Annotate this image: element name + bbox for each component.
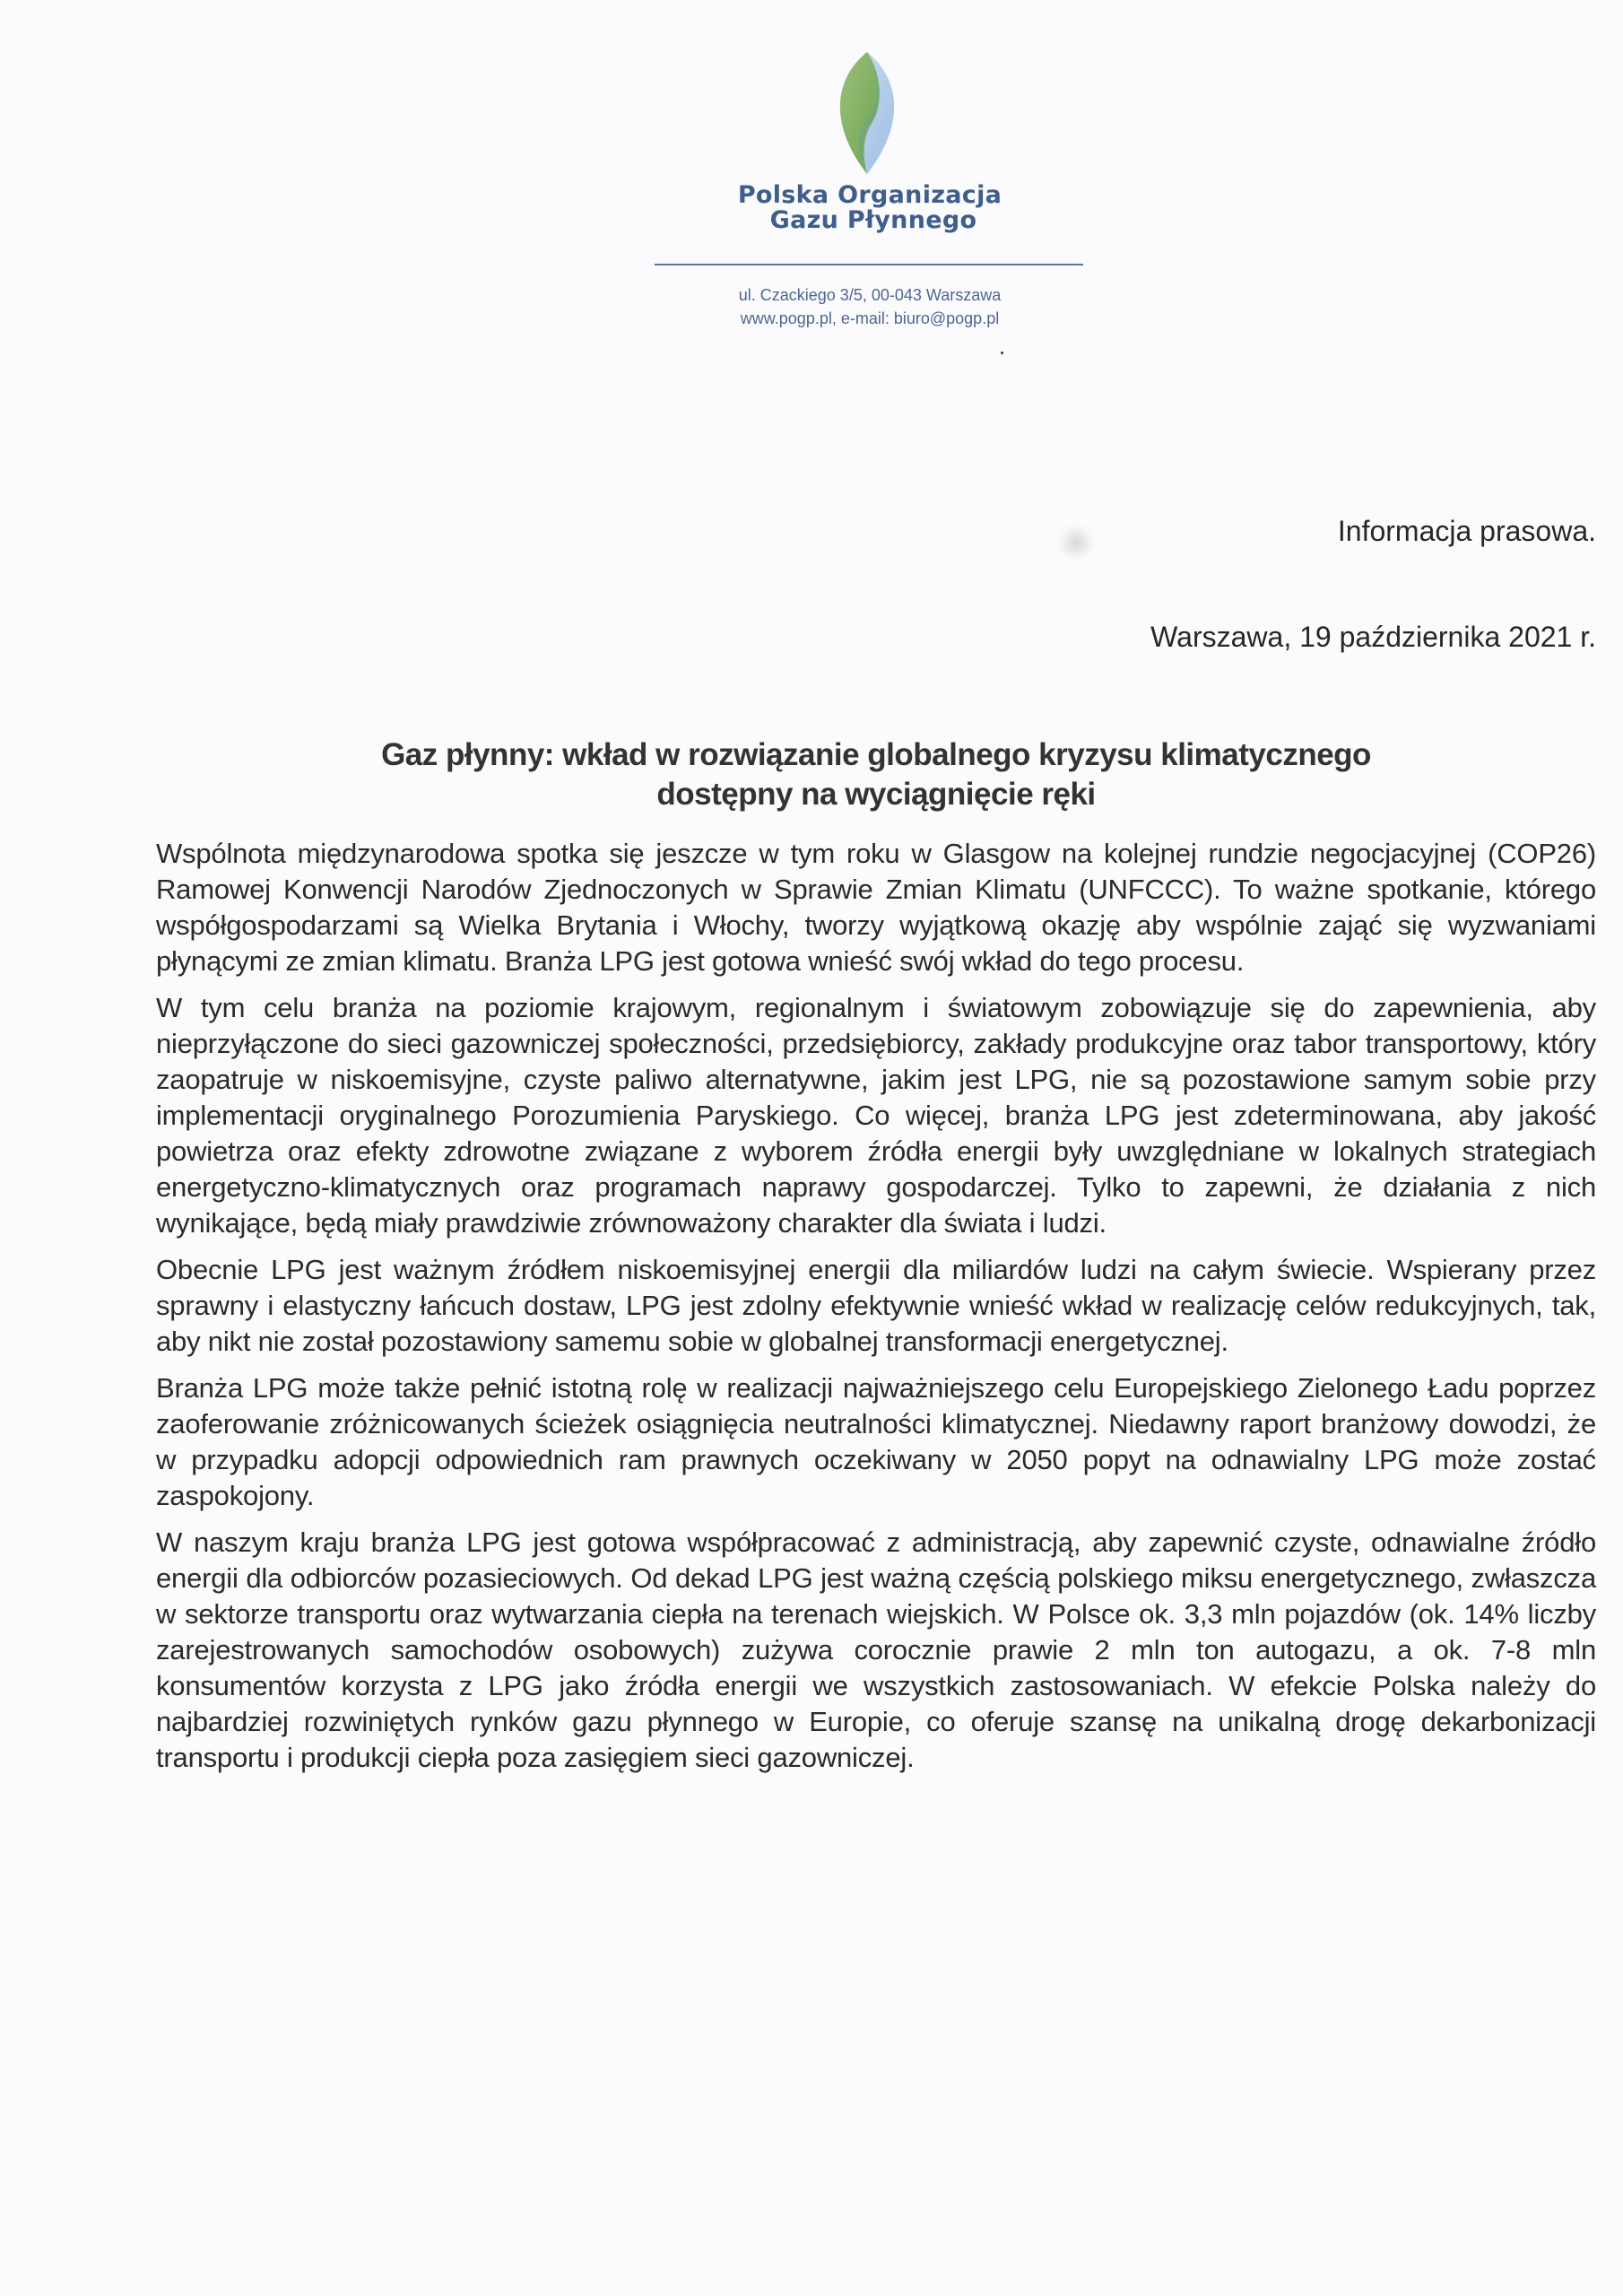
scan-smudge [1058, 525, 1094, 561]
press-release-label: Informacja prasowa. [1337, 515, 1596, 547]
press-date: Warszawa, 19 października 2021 r. [1150, 621, 1596, 653]
headline-line1: Gaz płynny: wkład w rozwiązanie globalnego kryzysu klimatycznego [381, 737, 1371, 772]
letterhead [628, 36, 1112, 377]
letterhead-divider [655, 264, 1083, 265]
org-name-line1: Polska Organizacja [737, 181, 1002, 209]
contact-info [628, 283, 1112, 330]
paragraph: Obecnie LPG jest ważnym źródłem niskoemisyjnej energii dla miliardów ludzi na całym świecie. Wspierany przez sprawny i elastyczny łańcuch dostaw, LPG jest zdolny efektywnie wnieść wkład w realizację celów redukcyjnych, tak, aby nikt nie został pozostawiony samemu sobie w globalnej transformacji energetycznej. [156, 1254, 1596, 1357]
paragraph: W naszym kraju branża LPG jest gotowa współpracować z administracją, aby zapewnić czyste, odnawialne źródło energii dla odbiorców pozasieciowych. Od dekad LPG jest ważną częścią polskiego miksu energetycznego, zwłaszcza w sektorze transportu oraz wytwarzania ciepła na terenach wiejskich. W Polsce ok. 3,3 mln pojazdów (ok. 14% liczby zarejestrowanych samochodów osobowych) zużywa corocznie prawie 2 mln ton autogazu, a ok. 7-8 mln konsumentów korzysta z LPG jako źródła energii we wszystkich zastosowaniach. W efekcie Polska należy do najbardziej rozwiniętych rynków gazu płynnego w Europie, co oferuje szansę na unikalną drogę dekarbonizacji transportu i produkcji ciepła poza zasięgiem sieci gazowniczej. [156, 1526, 1596, 1773]
headline [156, 735, 1596, 814]
paragraph: Branża LPG może także pełnić istotną rolę w realizacji najważniejszego celu Europejskiego Zielonego Ładu poprzez zaoferowanie zróżnicowanych ścieżek osiągnięcia neutralności klimatycznej. Niedawny raport branżowy dowodzi, że w przypadku adopcji odpowiednich ram prawnych oczekiwany w 2050 popyt na odnawialny LPG może zostać zaspokojony. [156, 1372, 1596, 1511]
address: ul. Czackiego 3/5, 00-043 Warszawa [738, 286, 1002, 304]
scan-dot [1001, 352, 1003, 354]
organization-name [628, 183, 1112, 233]
body-text [156, 836, 1596, 1787]
web-email: www.pogp.pl, e-mail: biuro@pogp.pl [740, 309, 1000, 327]
leaf-logo-icon [827, 50, 907, 176]
paragraph: Wspólnota międzynarodowa spotka się jeszcze w tym roku w Glasgow na kolejnej rundzie negocjacyjnej (COP26) Ramowej Konwencji Narodów Zjednoczonych w Sprawie Zmian Klimatu (UNFCCC). To ważne spotkanie, którego współgospodarzami są Wielka Brytania i Włochy, tworzy wyjątkową okazję aby wspólnie zająć się wyzwaniami płynącymi ze zmian klimatu. Branża LPG jest gotowa wnieść swój wkład do tego procesu. [156, 838, 1596, 977]
org-name-line2: Gazu Płynnego [769, 206, 977, 234]
paragraph: W tym celu branża na poziomie krajowym, regionalnym i światowym zobowiązuje się do zapewnienia, aby nieprzyłączone do sieci gazowniczej społeczności, przedsiębiorcy, zakłady produkcyjne oraz tabor transportowy, który zaopatruje w niskoemisyjne, czyste paliwo alternatywne, jakim jest LPG, nie są pozostawione samym sobie przy implementacji oryginalnego Porozumienia Paryskiego. Co więcej, branża LPG jest zdeterminowana, aby jakość powietrza oraz efekty zdrowotne związane z wyborem źródła energii były uwzględniane w lokalnych strategiach energetyczno-klimatycznych oraz programach naprawy gospodarczej. Tylko to zapewni, że działania z nich wynikające, będą miały prawdziwie zrównoważony charakter dla świata i ludzi. [156, 992, 1596, 1239]
headline-line2: dostępny na wyciągnięcie ręki [656, 777, 1096, 812]
